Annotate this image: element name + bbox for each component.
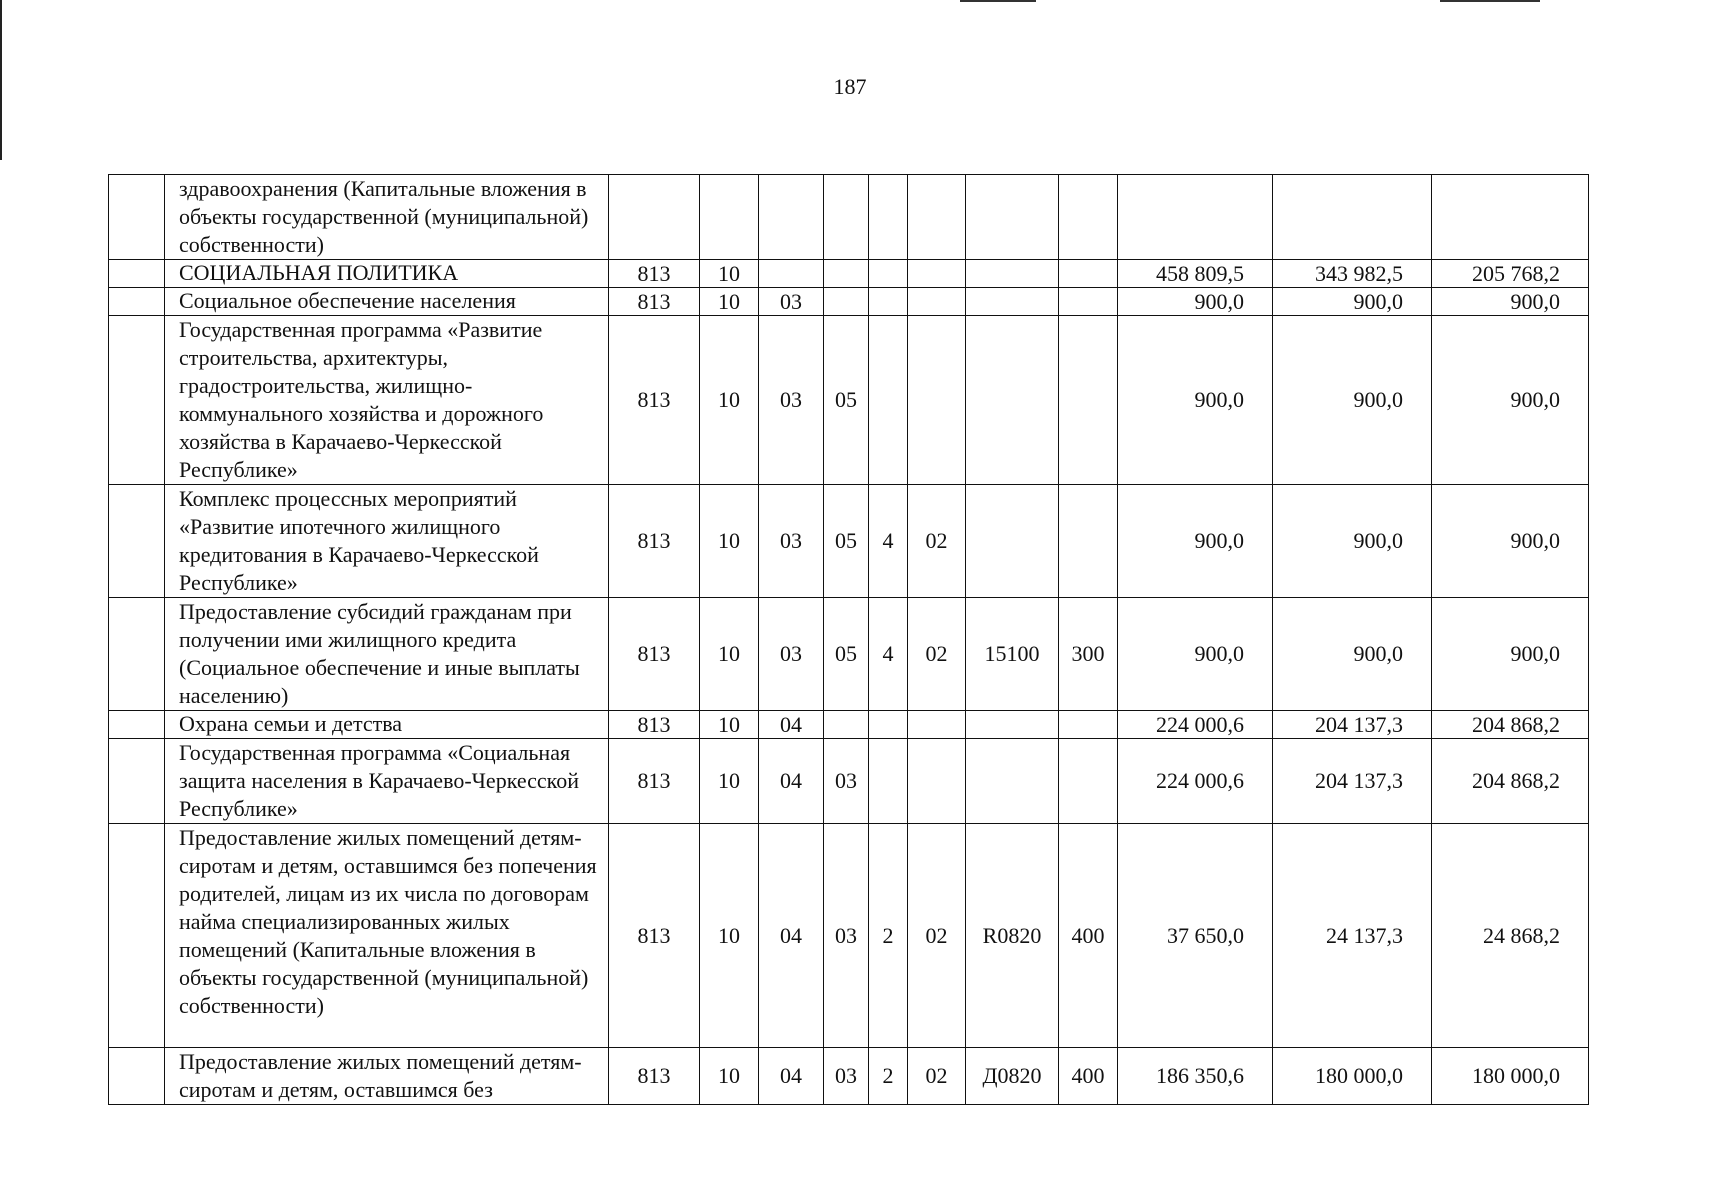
section-code: 10 bbox=[700, 1048, 759, 1105]
subsection-code bbox=[759, 175, 824, 260]
sum-year-3: 204 868,2 bbox=[1432, 711, 1589, 739]
target-code-3 bbox=[908, 711, 966, 739]
row-name: СОЦИАЛЬНАЯ ПОЛИТИКА bbox=[165, 260, 609, 288]
target-code-3 bbox=[908, 739, 966, 824]
target-code-2: 2 bbox=[869, 824, 908, 1048]
subsection-code: 04 bbox=[759, 1048, 824, 1105]
ved-code: 813 bbox=[609, 824, 700, 1048]
target-code-1: 03 bbox=[824, 824, 869, 1048]
section-code: 10 bbox=[700, 260, 759, 288]
subsection-code: 03 bbox=[759, 288, 824, 316]
expense-type-code bbox=[1059, 175, 1118, 260]
row-number-cell bbox=[109, 260, 165, 288]
ved-code: 813 bbox=[609, 485, 700, 598]
page-number: 187 bbox=[833, 74, 867, 99]
subsection-code: 03 bbox=[759, 316, 824, 485]
row-number-cell bbox=[109, 485, 165, 598]
section-code: 10 bbox=[700, 485, 759, 598]
scan-edge bbox=[960, 0, 1036, 2]
row-number-cell bbox=[109, 598, 165, 711]
sum-year-3: 205 768,2 bbox=[1432, 260, 1589, 288]
sum-year-1: 224 000,6 bbox=[1118, 739, 1273, 824]
sum-year-3: 204 868,2 bbox=[1432, 739, 1589, 824]
ved-code: 813 bbox=[609, 598, 700, 711]
sum-year-2: 180 000,0 bbox=[1273, 1048, 1432, 1105]
sum-year-2: 204 137,3 bbox=[1273, 739, 1432, 824]
table-row bbox=[109, 288, 1589, 316]
table-row bbox=[109, 598, 1589, 711]
section-code: 10 bbox=[700, 316, 759, 485]
target-code-1: 05 bbox=[824, 316, 869, 485]
section-code: 10 bbox=[700, 739, 759, 824]
table-row bbox=[109, 824, 1589, 1048]
target-code-4 bbox=[966, 260, 1059, 288]
row-name: Комплекс процессных мероприятий «Развитие ипотечного жилищного кредитования в Карачаево-Черкесской Республике» bbox=[165, 485, 609, 598]
row-name: Социальное обеспечение населения bbox=[165, 288, 609, 316]
row-number-cell bbox=[109, 711, 165, 739]
row-name: Предоставление жилых помещений детям-сиротам и детям, оставшимся без попечения родителей, лицам из их числа по договорам найма специализированных жилых помещений (Капитальные вложения в объекты государственной (муниципальной) собственности) bbox=[165, 824, 609, 1048]
target-code-2 bbox=[869, 316, 908, 485]
sum-year-1: 224 000,6 bbox=[1118, 711, 1273, 739]
table-row bbox=[109, 485, 1589, 598]
sum-year-2: 24 137,3 bbox=[1273, 824, 1432, 1048]
target-code-2: 2 bbox=[869, 1048, 908, 1105]
expense-type-code bbox=[1059, 316, 1118, 485]
expense-type-code bbox=[1059, 711, 1118, 739]
sum-year-3: 900,0 bbox=[1432, 598, 1589, 711]
target-code-4: 15100 bbox=[966, 598, 1059, 711]
target-code-3: 02 bbox=[908, 485, 966, 598]
target-code-2 bbox=[869, 288, 908, 316]
row-number-cell bbox=[109, 288, 165, 316]
expense-type-code bbox=[1059, 288, 1118, 316]
sum-year-2: 900,0 bbox=[1273, 485, 1432, 598]
section-code: 10 bbox=[700, 711, 759, 739]
sum-year-3: 900,0 bbox=[1432, 316, 1589, 485]
sum-year-2: 204 137,3 bbox=[1273, 711, 1432, 739]
sum-year-2: 343 982,5 bbox=[1273, 260, 1432, 288]
sum-year-3: 900,0 bbox=[1432, 485, 1589, 598]
sum-year-1: 458 809,5 bbox=[1118, 260, 1273, 288]
expense-type-code: 400 bbox=[1059, 824, 1118, 1048]
sum-year-1: 37 650,0 bbox=[1118, 824, 1273, 1048]
sum-year-3: 24 868,2 bbox=[1432, 824, 1589, 1048]
table-row bbox=[109, 739, 1589, 824]
subsection-code: 03 bbox=[759, 598, 824, 711]
row-number-cell bbox=[109, 1048, 165, 1105]
ved-code: 813 bbox=[609, 288, 700, 316]
ved-code: 813 bbox=[609, 711, 700, 739]
subsection-code: 04 bbox=[759, 824, 824, 1048]
sum-year-2: 900,0 bbox=[1273, 316, 1432, 485]
target-code-1 bbox=[824, 260, 869, 288]
row-number-cell bbox=[109, 824, 165, 1048]
row-name: Предоставление жилых помещений детям-сиротам и детям, оставшимся без bbox=[165, 1048, 609, 1105]
target-code-1: 03 bbox=[824, 1048, 869, 1105]
expense-type-code bbox=[1059, 485, 1118, 598]
target-code-1: 03 bbox=[824, 739, 869, 824]
expense-type-code bbox=[1059, 260, 1118, 288]
target-code-3 bbox=[908, 260, 966, 288]
section-code bbox=[700, 175, 759, 260]
target-code-4 bbox=[966, 316, 1059, 485]
sum-year-1: 900,0 bbox=[1118, 598, 1273, 711]
ved-code: 813 bbox=[609, 260, 700, 288]
row-number-cell bbox=[109, 316, 165, 485]
target-code-1 bbox=[824, 288, 869, 316]
subsection-code: 04 bbox=[759, 711, 824, 739]
row-name: Государственная программа «Развитие строительства, архитектуры, градостроительства, жилищно-коммунального хозяйства и дорожного хозяйства в Карачаево-Черкесской Республике» bbox=[165, 316, 609, 485]
sum-year-2 bbox=[1273, 175, 1432, 260]
target-code-1: 05 bbox=[824, 598, 869, 711]
target-code-1: 05 bbox=[824, 485, 869, 598]
section-code: 10 bbox=[700, 598, 759, 711]
target-code-4: Д0820 bbox=[966, 1048, 1059, 1105]
ved-code: 813 bbox=[609, 1048, 700, 1105]
target-code-2: 4 bbox=[869, 485, 908, 598]
ved-code bbox=[609, 175, 700, 260]
target-code-3: 02 bbox=[908, 824, 966, 1048]
target-code-4 bbox=[966, 288, 1059, 316]
subsection-code: 04 bbox=[759, 739, 824, 824]
target-code-4 bbox=[966, 711, 1059, 739]
row-number-cell bbox=[109, 175, 165, 260]
row-name: Охрана семьи и детства bbox=[165, 711, 609, 739]
row-name: Государственная программа «Социальная защита населения в Карачаево-Черкесской Республике» bbox=[165, 739, 609, 824]
ved-code: 813 bbox=[609, 739, 700, 824]
scan-edge bbox=[1440, 0, 1540, 2]
section-code: 10 bbox=[700, 824, 759, 1048]
target-code-1 bbox=[824, 711, 869, 739]
target-code-2 bbox=[869, 739, 908, 824]
target-code-4: R0820 bbox=[966, 824, 1059, 1048]
target-code-3 bbox=[908, 316, 966, 485]
target-code-3 bbox=[908, 288, 966, 316]
table-row bbox=[109, 175, 1589, 260]
sum-year-1: 186 350,6 bbox=[1118, 1048, 1273, 1105]
target-code-4 bbox=[966, 739, 1059, 824]
row-name: здравоохранения (Капитальные вложения в объекты государственной (муниципальной) собственности) bbox=[165, 175, 609, 260]
table-row bbox=[109, 1048, 1589, 1105]
sum-year-2: 900,0 bbox=[1273, 598, 1432, 711]
sum-year-3: 900,0 bbox=[1432, 288, 1589, 316]
target-code-3 bbox=[908, 175, 966, 260]
budget-table bbox=[108, 174, 1589, 1105]
target-code-2 bbox=[869, 711, 908, 739]
sum-year-1 bbox=[1118, 175, 1273, 260]
table-row bbox=[109, 260, 1589, 288]
sum-year-1: 900,0 bbox=[1118, 288, 1273, 316]
target-code-1 bbox=[824, 175, 869, 260]
expense-type-code: 300 bbox=[1059, 598, 1118, 711]
subsection-code: 03 bbox=[759, 485, 824, 598]
section-code: 10 bbox=[700, 288, 759, 316]
sum-year-3: 180 000,0 bbox=[1432, 1048, 1589, 1105]
target-code-2 bbox=[869, 175, 908, 260]
sum-year-3 bbox=[1432, 175, 1589, 260]
target-code-4 bbox=[966, 175, 1059, 260]
sum-year-2: 900,0 bbox=[1273, 288, 1432, 316]
table-row bbox=[109, 316, 1589, 485]
subsection-code bbox=[759, 260, 824, 288]
sum-year-1: 900,0 bbox=[1118, 316, 1273, 485]
target-code-4 bbox=[966, 485, 1059, 598]
sum-year-1: 900,0 bbox=[1118, 485, 1273, 598]
row-number-cell bbox=[109, 739, 165, 824]
row-name: Предоставление субсидий гражданам при получении ими жилищного кредита (Социальное обеспечение и иные выплаты населению) bbox=[165, 598, 609, 711]
target-code-3: 02 bbox=[908, 598, 966, 711]
expense-type-code bbox=[1059, 739, 1118, 824]
ved-code: 813 bbox=[609, 316, 700, 485]
target-code-2 bbox=[869, 260, 908, 288]
table-body bbox=[109, 175, 1589, 1105]
table-row bbox=[109, 711, 1589, 739]
target-code-3: 02 bbox=[908, 1048, 966, 1105]
expense-type-code: 400 bbox=[1059, 1048, 1118, 1105]
target-code-2: 4 bbox=[869, 598, 908, 711]
